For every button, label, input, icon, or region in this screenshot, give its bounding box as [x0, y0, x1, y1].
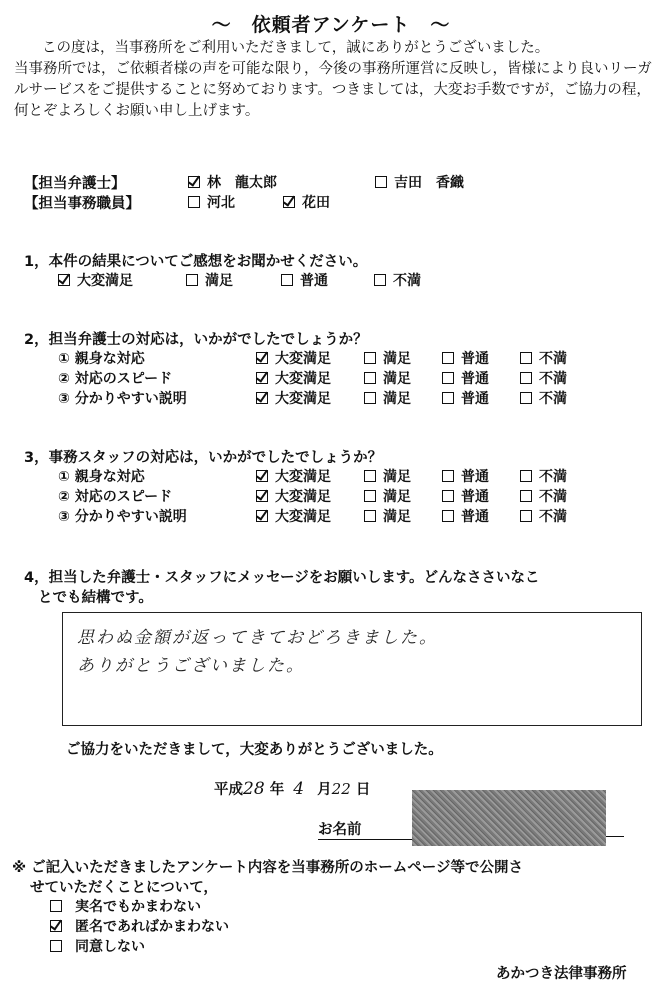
- option-label: 普通: [461, 351, 489, 367]
- clerk-name: 花田: [302, 195, 330, 211]
- checkbox-icon[interactable]: [188, 196, 200, 208]
- checkbox-checked-icon[interactable]: [256, 372, 268, 384]
- q2-rating-option[interactable]: [520, 388, 567, 408]
- option-label: 普通: [461, 489, 489, 505]
- publish-option-realname[interactable]: [50, 896, 201, 916]
- checkbox-icon[interactable]: [520, 490, 532, 502]
- checkbox-icon[interactable]: [442, 490, 454, 502]
- q1-option[interactable]: [374, 270, 421, 290]
- checkbox-icon[interactable]: [520, 470, 532, 482]
- date-month: 4: [293, 779, 305, 799]
- q2-rating-option[interactable]: [364, 388, 411, 408]
- firm-name: あかつき法律事務所: [496, 966, 627, 982]
- option-label: 大変満足: [275, 391, 331, 407]
- checkbox-checked-icon[interactable]: [256, 392, 268, 404]
- q3-rating-option[interactable]: [256, 486, 331, 506]
- option-label: 満足: [383, 391, 411, 407]
- q4-text-line-1: 4，担当した弁護士・スタッフにメッセージをお願いします。どんなささいなこ: [24, 570, 540, 586]
- lawyer-label: 【担当弁護士】: [24, 176, 126, 192]
- checkbox-checked-icon[interactable]: [256, 510, 268, 522]
- option-label: 大変満足: [275, 469, 331, 485]
- clerk-option-hanada[interactable]: [283, 192, 330, 212]
- checkbox-icon[interactable]: [442, 372, 454, 384]
- q3-rating-option[interactable]: [520, 506, 567, 526]
- checkbox-icon[interactable]: [442, 352, 454, 364]
- checkbox-icon[interactable]: [442, 392, 454, 404]
- handwritten-message-line-1: 思わぬ金額が返ってきておどろきました。: [77, 628, 438, 648]
- clerk-label: 【担当事務職員】: [24, 196, 140, 212]
- publish-text-line-2: せていただくことについて，: [30, 880, 218, 896]
- q2-item-label: ③ 分かりやすい説明: [58, 391, 187, 407]
- option-label: 普通: [461, 509, 489, 525]
- date-year-unit: 年: [269, 782, 285, 798]
- thanks-text: ご協力をいただきまして，大変ありがとうございました。: [66, 742, 443, 758]
- checkbox-icon[interactable]: [442, 470, 454, 482]
- name-label: お名前: [318, 818, 418, 840]
- date-year: 28: [243, 779, 265, 799]
- option-label: 普通: [461, 469, 489, 485]
- q3-rating-option[interactable]: [256, 506, 331, 526]
- redacted-name: [412, 790, 606, 846]
- option-label: 大変満足: [275, 509, 331, 525]
- name-underline: [606, 836, 624, 837]
- option-label: 満足: [383, 469, 411, 485]
- intro-paragraph: [14, 38, 654, 122]
- checkbox-icon[interactable]: [364, 352, 376, 364]
- option-label: 同意しない: [75, 939, 145, 955]
- option-label: 大変満足: [77, 273, 133, 289]
- q2-item-label: ① 親身な対応: [58, 351, 145, 367]
- q2-rating-option[interactable]: [256, 348, 331, 368]
- date-month-unit: 月: [317, 782, 332, 798]
- q1-option[interactable]: [281, 270, 328, 290]
- q3-item-label: ② 対応のスピード: [58, 489, 173, 505]
- q2-rating-option[interactable]: [442, 368, 489, 388]
- publish-text-line-1: ※ ご記入いただきましたアンケート内容を当事務所のホームページ等で公開さ: [12, 860, 523, 876]
- publish-option-anonymous[interactable]: [50, 916, 229, 936]
- checkbox-checked-icon[interactable]: [283, 196, 295, 208]
- q2-rating-option[interactable]: [520, 368, 567, 388]
- q3-rating-option[interactable]: [442, 506, 489, 526]
- q3-rating-option[interactable]: [364, 506, 411, 526]
- q3-rating-option[interactable]: [520, 466, 567, 486]
- q3-rating-option[interactable]: [256, 466, 331, 486]
- message-box[interactable]: [62, 612, 642, 726]
- q2-item-label: ② 対応のスピード: [58, 371, 173, 387]
- clerk-name: 河北: [207, 195, 235, 211]
- option-label: 普通: [300, 273, 328, 289]
- date-day-unit: 日: [355, 782, 371, 798]
- q2-rating-option[interactable]: [442, 348, 489, 368]
- q3-rating-option[interactable]: [520, 486, 567, 506]
- checkbox-icon[interactable]: [364, 490, 376, 502]
- date-era: 平成: [214, 782, 243, 798]
- option-label: 不満: [393, 273, 421, 289]
- option-label: 普通: [461, 391, 489, 407]
- q2-rating-option[interactable]: [256, 368, 331, 388]
- checkbox-icon[interactable]: [281, 274, 293, 286]
- lawyer-option-hayashi[interactable]: [188, 172, 277, 192]
- q3-item-label: ③ 分かりやすい説明: [58, 509, 187, 525]
- option-label: 満足: [383, 371, 411, 387]
- lawyer-option-yoshida[interactable]: [375, 172, 464, 192]
- option-label: 満足: [383, 509, 411, 525]
- q4-text-line-2: とでも結構です。: [38, 590, 153, 606]
- intro-rest: 当事務所では，ご依頼者様の声を可能な限り，今後の事務所運営に反映し，皆様により良いリーガルサービスをご提供することに努めております。つきましては，大変お手数ですが，ご協力の程，何とぞよろしくお願い申し上げます。: [14, 61, 652, 119]
- checkbox-icon[interactable]: [442, 510, 454, 522]
- checkbox-icon[interactable]: [374, 274, 386, 286]
- q2-rating-option[interactable]: [256, 388, 331, 408]
- lawyer-name: 林 龍太郎: [207, 175, 277, 191]
- option-label: 大変満足: [275, 371, 331, 387]
- option-label: 満足: [383, 351, 411, 367]
- q1-option[interactable]: [58, 270, 133, 290]
- option-label: 不満: [539, 489, 567, 505]
- checkbox-icon[interactable]: [364, 372, 376, 384]
- intro-line-1: この度は，当事務所をご利用いただきまして，誠にありがとうございました。: [42, 40, 550, 56]
- date-day: 22: [331, 780, 351, 798]
- lawyer-name: 吉田 香織: [394, 175, 464, 191]
- option-label: 満足: [383, 489, 411, 505]
- checkbox-icon[interactable]: [364, 470, 376, 482]
- checkbox-icon[interactable]: [375, 176, 387, 188]
- option-label: 大変満足: [275, 489, 331, 505]
- checkbox-icon[interactable]: [50, 940, 62, 952]
- q1-option[interactable]: [186, 270, 233, 290]
- checkbox-checked-icon[interactable]: [58, 274, 70, 286]
- checkbox-icon[interactable]: [364, 392, 376, 404]
- q2-rating-option[interactable]: [364, 368, 411, 388]
- option-label: 不満: [539, 351, 567, 367]
- checkbox-checked-icon[interactable]: [50, 920, 62, 932]
- option-label: 満足: [205, 273, 233, 289]
- option-label: 不満: [539, 509, 567, 525]
- checkbox-icon[interactable]: [50, 900, 62, 912]
- option-label: 匿名であればかまわない: [75, 919, 229, 935]
- option-label: 不満: [539, 469, 567, 485]
- checkbox-checked-icon[interactable]: [256, 352, 268, 364]
- checkbox-checked-icon[interactable]: [256, 490, 268, 502]
- option-label: 不満: [539, 391, 567, 407]
- date-field[interactable]: [214, 778, 370, 799]
- checkbox-checked-icon[interactable]: [188, 176, 200, 188]
- option-label: 普通: [461, 371, 489, 387]
- checkbox-icon[interactable]: [364, 510, 376, 522]
- option-label: 大変満足: [275, 351, 331, 367]
- handwritten-message-line-2: ありがとうございました。: [77, 656, 305, 676]
- option-label: 不満: [539, 371, 567, 387]
- option-label: 実名でもかまわない: [75, 899, 201, 915]
- q3-rating-option[interactable]: [364, 466, 411, 486]
- checkbox-icon[interactable]: [186, 274, 198, 286]
- q1-text: 1，本件の結果についてご感想をお聞かせください。: [24, 254, 368, 270]
- clerk-option-kawakita[interactable]: [188, 192, 235, 212]
- q3-item-label: ① 親身な対応: [58, 469, 145, 485]
- q2-rating-option[interactable]: [520, 348, 567, 368]
- checkbox-icon[interactable]: [520, 392, 532, 404]
- publish-option-decline[interactable]: [50, 936, 145, 956]
- checkbox-checked-icon[interactable]: [256, 470, 268, 482]
- checkbox-icon[interactable]: [520, 372, 532, 384]
- page-title: ～ 依頼者アンケート ～: [211, 14, 451, 36]
- q3-rating-option[interactable]: [442, 466, 489, 486]
- q2-rating-option[interactable]: [364, 348, 411, 368]
- q3-rating-option[interactable]: [442, 486, 489, 506]
- q2-rating-option[interactable]: [442, 388, 489, 408]
- checkbox-icon[interactable]: [520, 352, 532, 364]
- q2-text: 2，担当弁護士の対応は，いかがでしたでしょうか？: [24, 332, 368, 348]
- q3-text: 3，事務スタッフの対応は，いかがでしたでしょうか？: [24, 450, 383, 466]
- checkbox-icon[interactable]: [520, 510, 532, 522]
- q3-rating-option[interactable]: [364, 486, 411, 506]
